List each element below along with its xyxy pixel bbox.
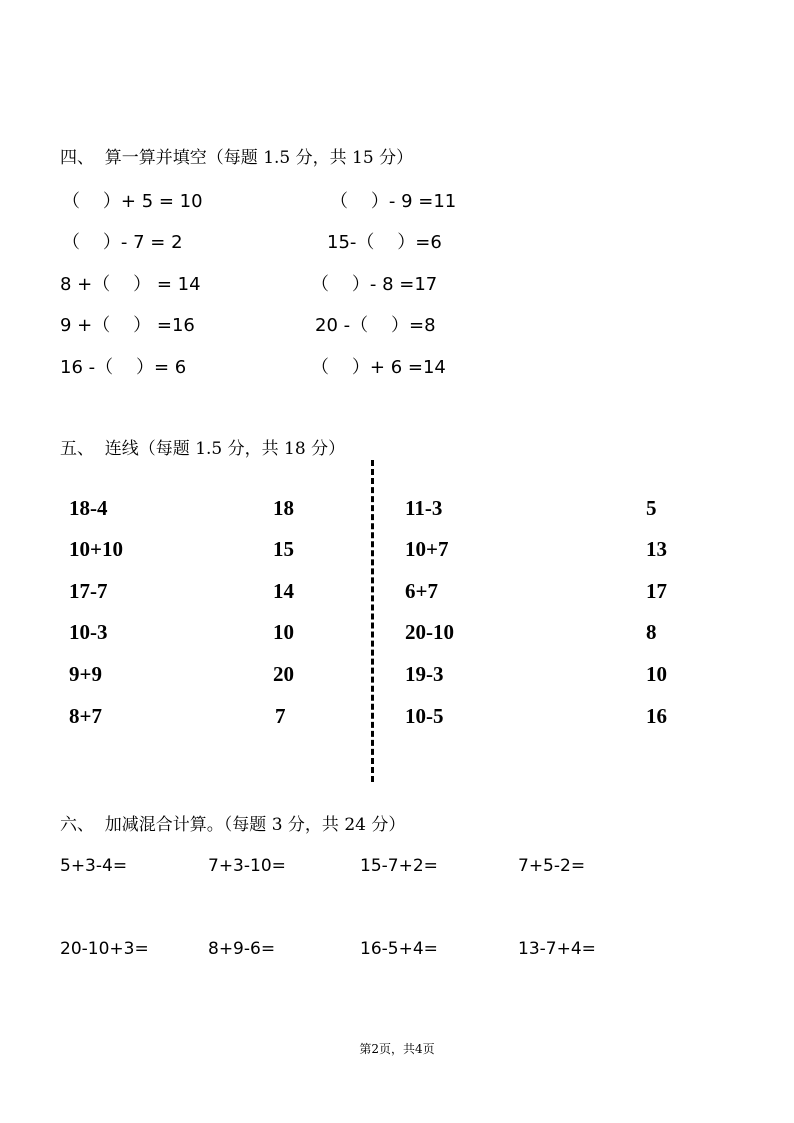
calc-item: 5+3-4=: [60, 856, 128, 876]
calc-item: 15-7+2=: [360, 856, 438, 876]
match-answer: 7: [275, 704, 286, 728]
match-expression: 8+7: [69, 704, 102, 728]
calc-item: 7+5-2=: [518, 856, 586, 876]
section6-title: 六、 加减混合计算。（每题 3 分，共 24 分）: [60, 815, 406, 835]
calc-item: 16-5+4=: [360, 939, 438, 959]
match-expression: 10+7: [405, 537, 449, 561]
match-expression: 6+7: [405, 579, 438, 603]
match-answer: 15: [273, 537, 294, 561]
match-answer: 17: [646, 579, 667, 603]
match-answer: 10: [273, 620, 294, 644]
fill-blank-item: 15-（ ）=6: [327, 232, 442, 253]
page-number: 第2页，共4页: [359, 1042, 435, 1056]
dashed-divider: [371, 460, 374, 782]
calc-item: 8+9-6=: [208, 939, 276, 959]
fill-blank-item: 16 -（ ）= 6: [60, 357, 187, 378]
fill-blank-item: 20 -（ ）=8: [315, 315, 436, 336]
match-expression: 10-5: [405, 704, 444, 728]
match-expression: 20-10: [405, 620, 454, 644]
fill-blank-item: （ ）- 9 =11: [330, 191, 457, 212]
match-expression: 9+9: [69, 662, 102, 686]
match-expression: 10+10: [69, 537, 123, 561]
fill-blank-item: （ ）+ 5 = 10: [62, 191, 203, 212]
match-expression: 11-3: [405, 496, 443, 520]
match-answer: 10: [646, 662, 667, 686]
fill-blank-item: （ ）- 8 =17: [311, 274, 438, 295]
match-expression: 18-4: [69, 496, 108, 520]
fill-blank-item: （ ）- 7 = 2: [62, 232, 183, 253]
match-expression: 10-3: [69, 620, 108, 644]
fill-blank-item: 9 +（ ） =16: [60, 315, 195, 336]
calc-item: 13-7+4=: [518, 939, 596, 959]
match-answer: 8: [646, 620, 657, 644]
match-answer: 16: [646, 704, 667, 728]
fill-blank-item: 8 +（ ） = 14: [60, 274, 201, 295]
section4-title: 四、 算一算并填空（每题 1.5 分，共 15 分）: [60, 148, 414, 168]
match-answer: 5: [646, 496, 657, 520]
match-expression: 19-3: [405, 662, 444, 686]
section5-title: 五、 连线（每题 1.5 分，共 18 分）: [60, 439, 346, 459]
calc-item: 20-10+3=: [60, 939, 149, 959]
match-expression: 17-7: [69, 579, 108, 603]
match-answer: 18: [273, 496, 294, 520]
match-answer: 13: [646, 537, 667, 561]
match-answer: 14: [273, 579, 294, 603]
fill-blank-item: （ ）+ 6 =14: [311, 357, 446, 378]
match-answer: 20: [273, 662, 294, 686]
calc-item: 7+3-10=: [208, 856, 286, 876]
